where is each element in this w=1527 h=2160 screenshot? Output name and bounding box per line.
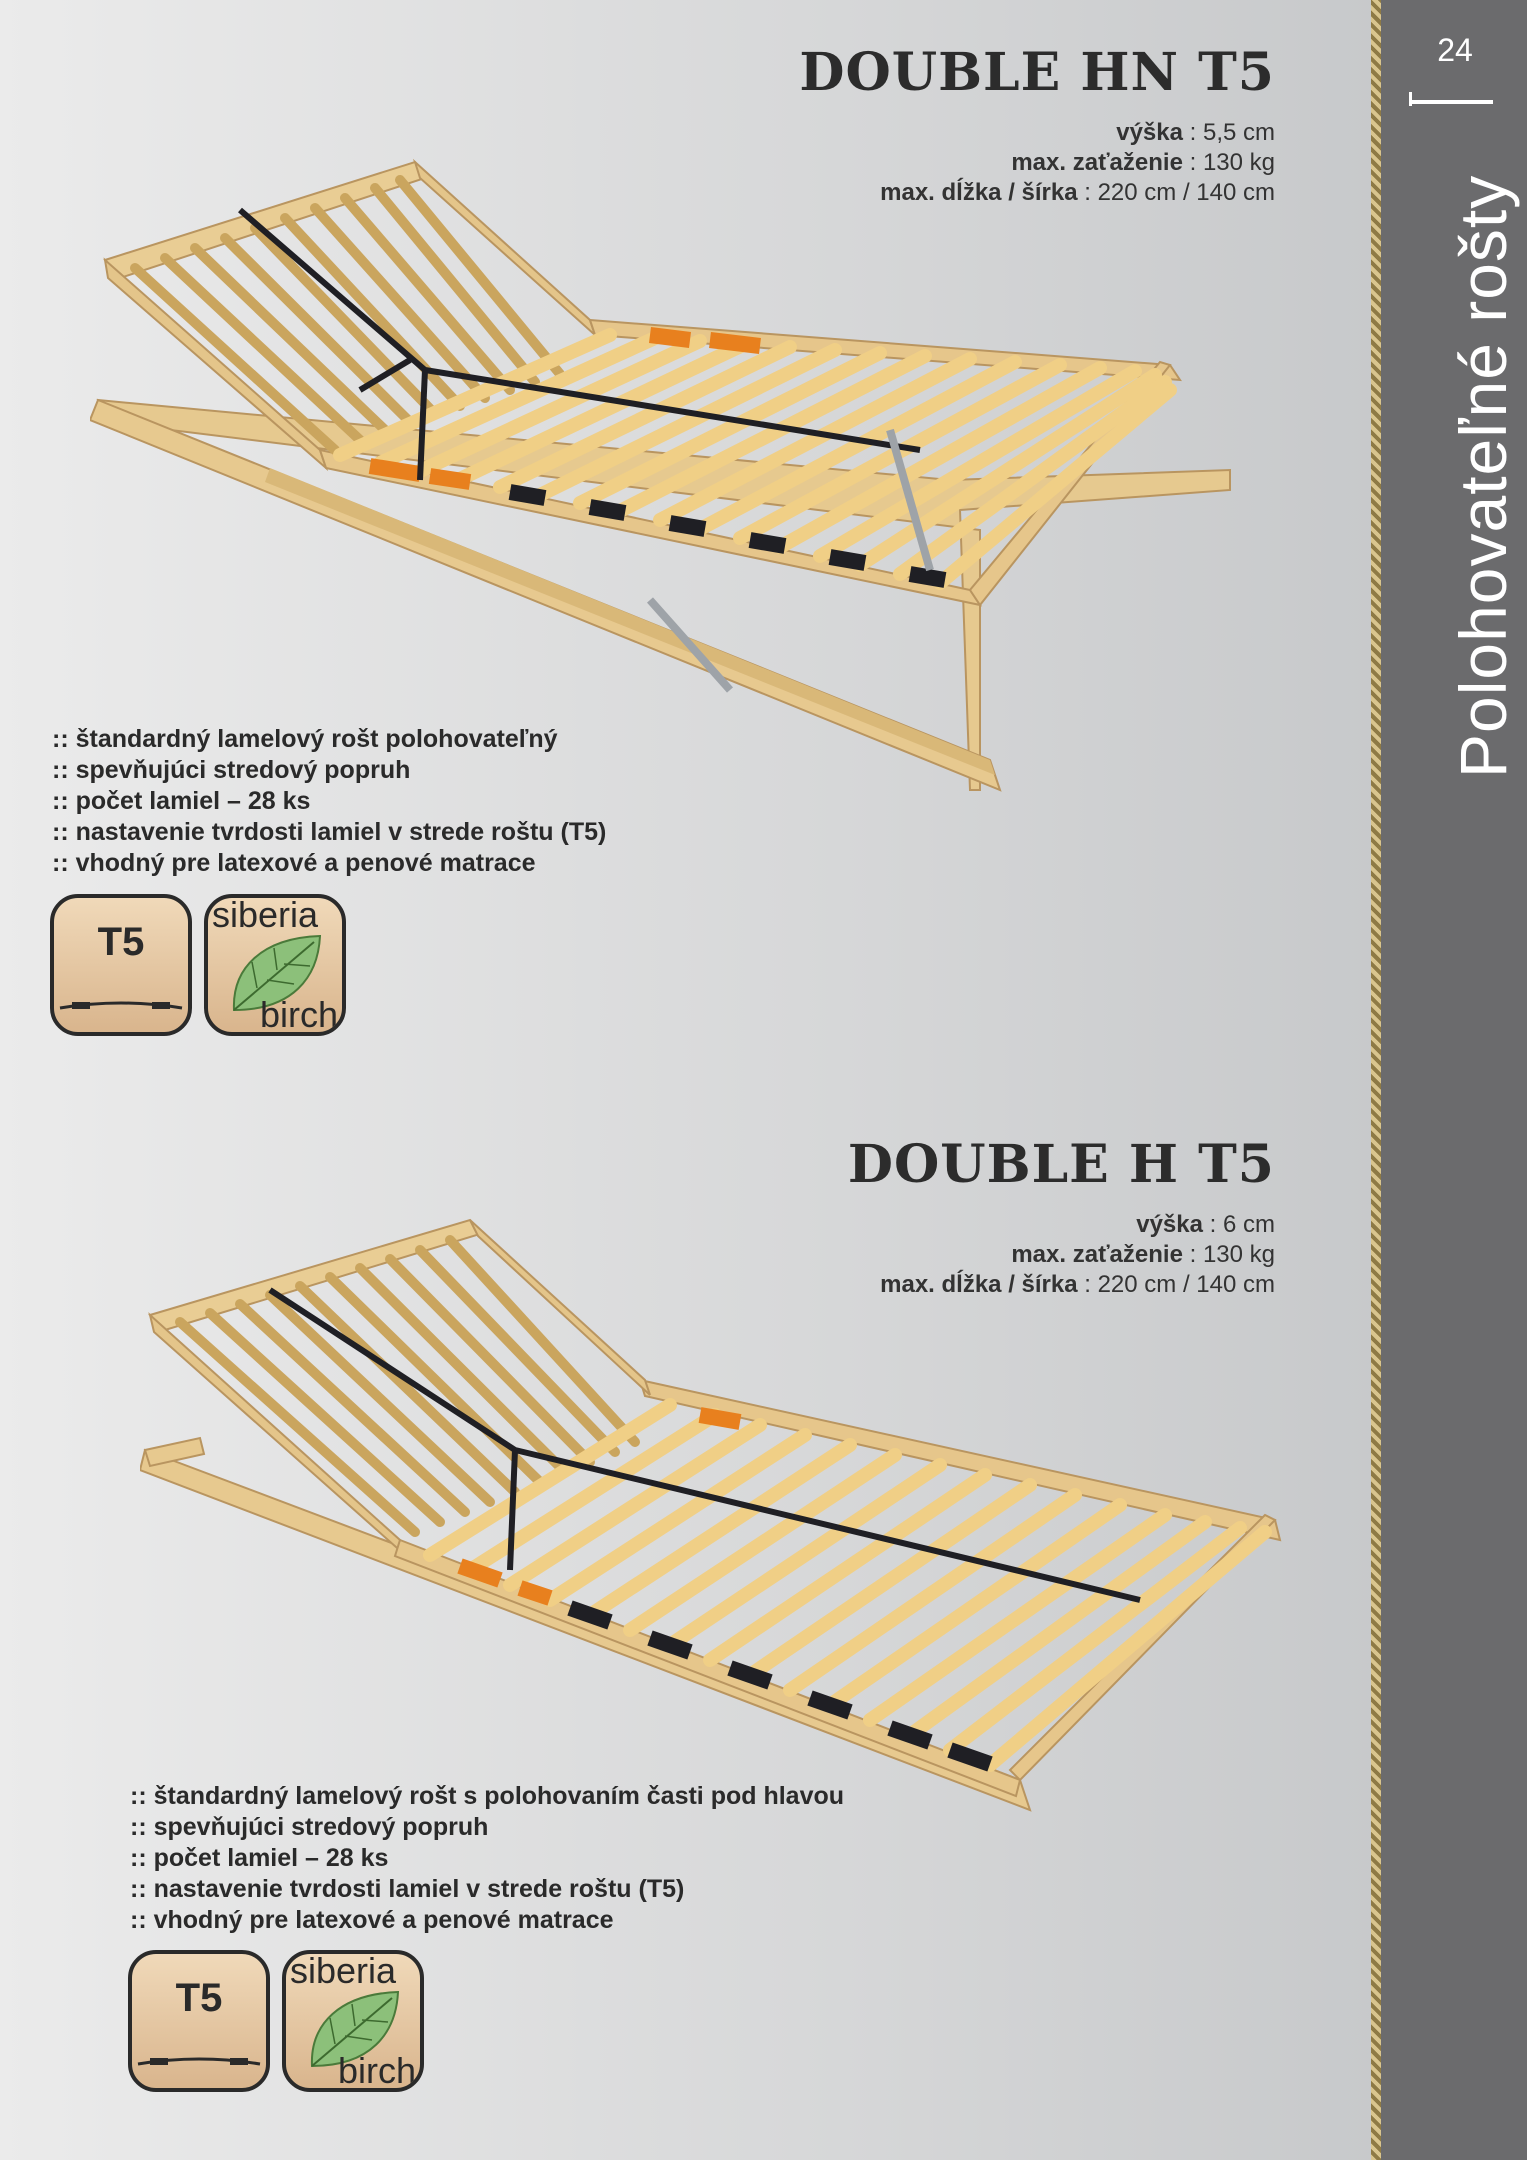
features-list-2: [130, 1781, 844, 1936]
t5-badge: [128, 1950, 270, 2092]
product-title-2: DOUBLE H T5: [847, 1134, 1275, 1195]
list-item: :: počet lamiel – 28 ks: [130, 1844, 389, 1872]
list-item: :: vhodný pre latexové a penové matrace: [52, 849, 536, 877]
birch-label: birch: [337, 2050, 416, 2091]
list-item: :: štandardný lamelový rošt s polohovaním časti pod hlavou: [130, 1782, 845, 1810]
spec-row: max. zaťaženie : 130 kg: [1011, 149, 1275, 176]
siberia-birch-badge: [204, 894, 346, 1036]
list-item: :: nastavenie tvrdosti lamiel v strede roštu (T5): [52, 818, 607, 846]
spec-row: max. dĺžka / šírka : 220 cm / 140 cm: [880, 179, 1275, 206]
section-title: Polohovateľné rošty: [1446, 174, 1520, 778]
list-item: :: nastavenie tvrdosti lamiel v strede roštu (T5): [130, 1875, 685, 1903]
badges-2: [128, 1950, 424, 2092]
product-title-1: DOUBLE HN T5: [799, 42, 1275, 103]
slat-icon: [54, 984, 188, 1024]
list-item: :: štandardný lamelový rošt polohovateľný: [52, 725, 558, 753]
spec-row: max. zaťaženie : 130 kg: [1011, 1241, 1275, 1268]
t5-label: T5: [97, 920, 145, 964]
siberia-birch-badge: [282, 1950, 424, 2092]
divider: [1409, 100, 1493, 104]
spec-row: výška : 5,5 cm: [1116, 119, 1275, 146]
page-number: 24: [1437, 32, 1473, 68]
bed-frame-image-1: [90, 150, 1250, 810]
features-list-1: [52, 724, 606, 879]
list-item: :: spevňujúci stredový popruh: [130, 1813, 489, 1841]
spec-row: max. dĺžka / šírka : 220 cm / 140 cm: [880, 1271, 1275, 1298]
siberia-label: siberia: [212, 894, 319, 935]
bed-frame-image-2: [140, 1210, 1290, 1850]
siberia-label: siberia: [290, 1950, 397, 1991]
slat-icon: [132, 2040, 266, 2080]
list-item: :: počet lamiel – 28 ks: [52, 787, 311, 815]
list-item: :: vhodný pre latexové a penové matrace: [130, 1906, 614, 1934]
list-item: :: spevňujúci stredový popruh: [52, 756, 411, 784]
t5-badge: [50, 894, 192, 1036]
decorative-rope-border: [1371, 0, 1381, 2160]
t5-label: T5: [175, 1976, 223, 2020]
spec-row: výška : 6 cm: [1136, 1211, 1275, 1238]
birch-label: birch: [259, 994, 338, 1035]
badges-1: [50, 894, 346, 1036]
